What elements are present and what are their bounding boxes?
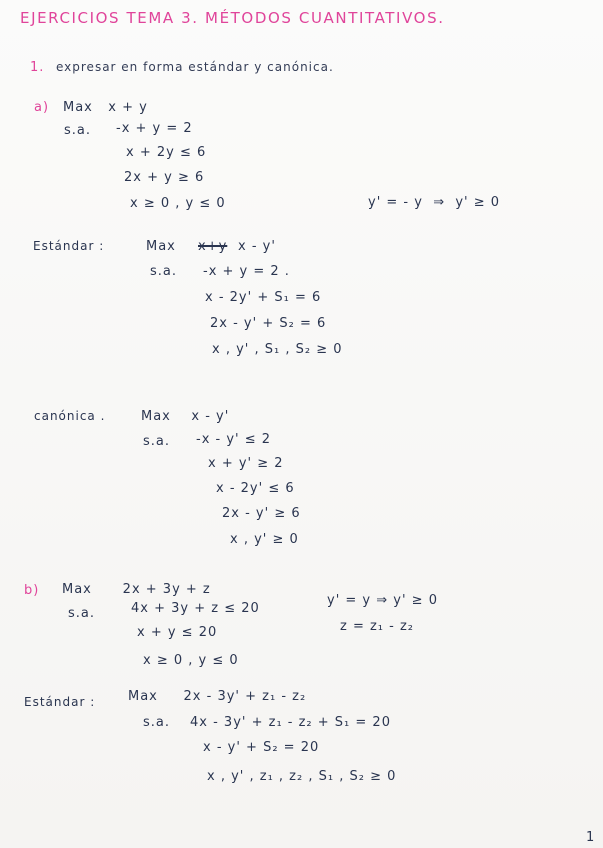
part-a-standard-max: Max (146, 239, 176, 254)
part-a-canonical-constraint-4: 2x - y' ≥ 6 (222, 506, 301, 521)
part-a-standard-struck-objective: x+y (198, 239, 228, 254)
part-b-objective: Max 2x + 3y + z (62, 582, 211, 597)
part-a-canonical-constraint-3: x - 2y' ≤ 6 (216, 481, 295, 496)
part-a-constraint-3: 2x + y ≥ 6 (124, 170, 205, 185)
part-a-standard-constraint-1: -x + y = 2 . (203, 264, 290, 279)
part-a-standard-objective: x - y' (238, 239, 276, 254)
part-b-st-label: s.a. (68, 606, 96, 621)
part-b-substitution-2: z = z₁ - z₂ (340, 619, 415, 634)
part-b-standard-label: Estándar : (24, 695, 96, 709)
part-a-standard-label: Estándar : (33, 239, 105, 253)
page-number: 1 (586, 830, 596, 845)
part-b-constraint-2: x + y ≤ 20 (137, 625, 218, 640)
part-a-canonical-constraint-1: -x - y' ≤ 2 (196, 432, 272, 447)
part-b-standard-constraint-2: x - y' + S₂ = 20 (203, 740, 320, 755)
part-a-canonical-objective: Max x - y' (141, 409, 230, 424)
part-a-canonical-label: canónica . (34, 409, 106, 423)
part-b-standard-constraint-1: 4x - 3y' + z₁ - z₂ + S₁ = 20 (190, 715, 391, 730)
part-b-constraint-1: 4x + 3y + z ≤ 20 (131, 601, 260, 616)
part-a-standard-st-label: s.a. (150, 264, 178, 279)
part-a-standard-constraint-3: 2x - y' + S₂ = 6 (210, 316, 327, 331)
part-a-constraint-2: x + 2y ≤ 6 (126, 145, 207, 160)
part-b-standard-constraint-3: x , y' , z₁ , z₂ , S₁ , S₂ ≥ 0 (207, 769, 397, 784)
exercise-statement: expresar en forma estándar y canónica. (56, 60, 334, 74)
part-a-objective: Max x + y (63, 100, 148, 115)
part-a-canonical-constraint-5: x , y' ≥ 0 (230, 532, 299, 547)
part-a-constraint-4: x ≥ 0 , y ≤ 0 (130, 196, 226, 211)
part-a-standard-constraint-4: x , y' , S₁ , S₂ ≥ 0 (212, 342, 343, 357)
part-a-constraint-1: -x + y = 2 (116, 121, 193, 136)
part-b-label: b) (24, 583, 40, 598)
part-b-constraint-3: x ≥ 0 , y ≤ 0 (143, 653, 239, 668)
page-title: EJERCICIOS TEMA 3. MÉTODOS CUANTITATIVOS. (20, 9, 445, 27)
exercise-number: 1. (30, 60, 45, 75)
part-b-substitution-1: y' = y ⇒ y' ≥ 0 (327, 593, 438, 608)
part-a-st-label: s.a. (64, 123, 92, 138)
part-a-label: a) (34, 100, 50, 115)
part-b-standard-objective: Max 2x - 3y' + z₁ - z₂ (128, 689, 307, 704)
part-a-canonical-constraint-2: x + y' ≥ 2 (208, 456, 284, 471)
part-a-canonical-st-label: s.a. (143, 434, 171, 449)
part-b-standard-st-label: s.a. (143, 715, 171, 730)
part-a-substitution: y' = - y ⇒ y' ≥ 0 (368, 195, 501, 210)
part-a-standard-constraint-2: x - 2y' + S₁ = 6 (205, 290, 322, 305)
